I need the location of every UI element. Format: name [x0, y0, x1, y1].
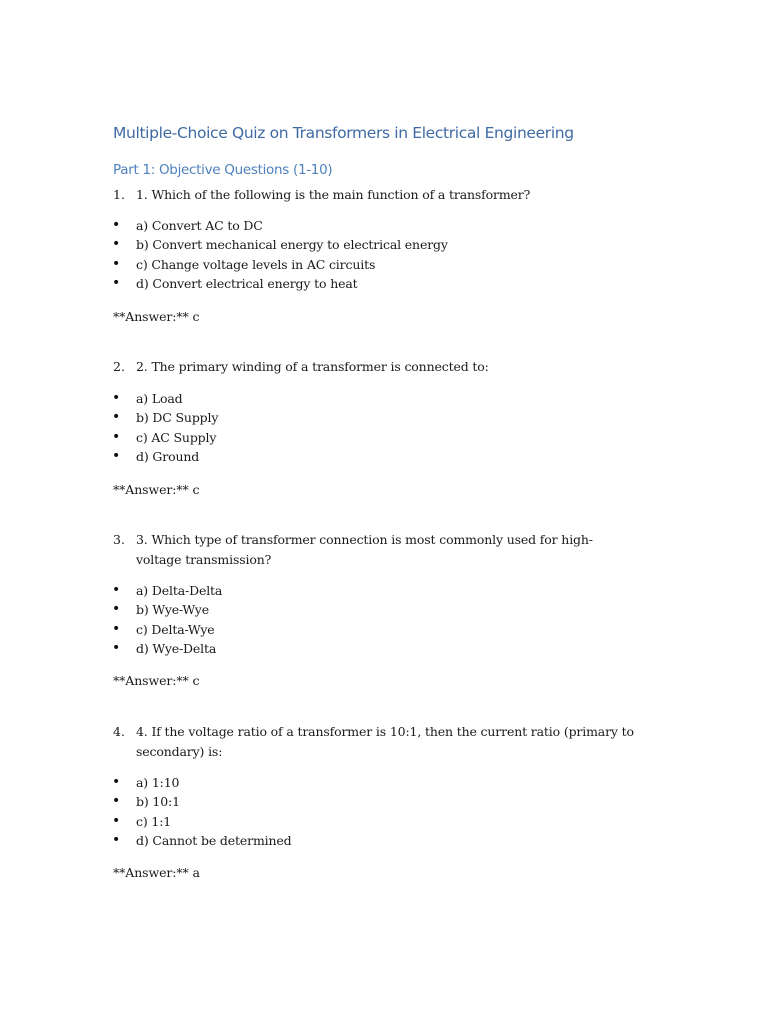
document-title: Multiple-Choice Quiz on Transformers in Electrical Engineering [113, 124, 574, 142]
question-text: 2. The primary winding of a transformer is connected to: [136, 359, 489, 374]
question-number: 2. [113, 359, 125, 374]
bullet-icon: • [112, 236, 121, 253]
bullet-icon: • [112, 812, 121, 829]
bullet-icon: • [112, 428, 121, 445]
bullet-icon: • [112, 217, 121, 233]
answer-line: **Answer:** c [113, 673, 200, 688]
option-text: d) Ground [136, 448, 200, 464]
bullet-icon: • [112, 582, 121, 598]
bullet-icon: • [112, 255, 121, 272]
option-text: a) 1:10 [136, 775, 180, 790]
bullet-icon: • [112, 774, 121, 790]
option-text: b) Convert mechanical energy to electrical energy [136, 237, 448, 253]
question-text: 3. Which type of transformer connection is most commonly used for high-voltage transmission? [136, 532, 593, 567]
option-text: a) Load [136, 391, 183, 406]
bullet-icon: • [112, 620, 121, 637]
question-number: 4. [113, 724, 125, 739]
option-text: c) AC Supply [136, 429, 217, 445]
option-text: b) 10:1 [136, 794, 180, 810]
option-text: d) Cannot be determined [136, 832, 292, 848]
option-text: b) Wye-Wye [136, 602, 209, 618]
bullet-icon: • [112, 831, 121, 848]
question-text: 4. If the voltage ratio of a transformer is 10:1, then the current ratio (primary to secondary) is: [136, 724, 634, 759]
option-text: c) 1:1 [136, 813, 172, 829]
question-text: 1. Which of the following is the main function of a transformer? [136, 187, 531, 202]
bullet-icon: • [112, 447, 121, 464]
option-text: b) DC Supply [136, 410, 219, 426]
bullet-icon: • [112, 639, 121, 656]
option-text: c) Change voltage levels in AC circuits [136, 256, 376, 272]
bullet-icon: • [112, 793, 121, 810]
bullet-icon: • [112, 601, 121, 618]
option-text: a) Delta-Delta [136, 583, 223, 598]
option-text: c) Delta-Wye [136, 621, 215, 637]
answer-line: **Answer:** a [113, 865, 200, 880]
section-heading: Part 1: Objective Questions (1-10) [113, 162, 333, 178]
answer-line: **Answer:** c [113, 309, 200, 324]
bullet-icon: • [112, 409, 121, 426]
option-text: d) Convert electrical energy to heat [136, 275, 358, 291]
question-number: 1. [113, 187, 125, 202]
option-text: d) Wye-Delta [136, 640, 217, 656]
bullet-icon: • [112, 274, 121, 291]
bullet-icon: • [112, 390, 121, 406]
option-text: a) Convert AC to DC [136, 218, 263, 233]
answer-line: **Answer:** c [113, 482, 200, 497]
question-number: 3. [113, 532, 125, 547]
